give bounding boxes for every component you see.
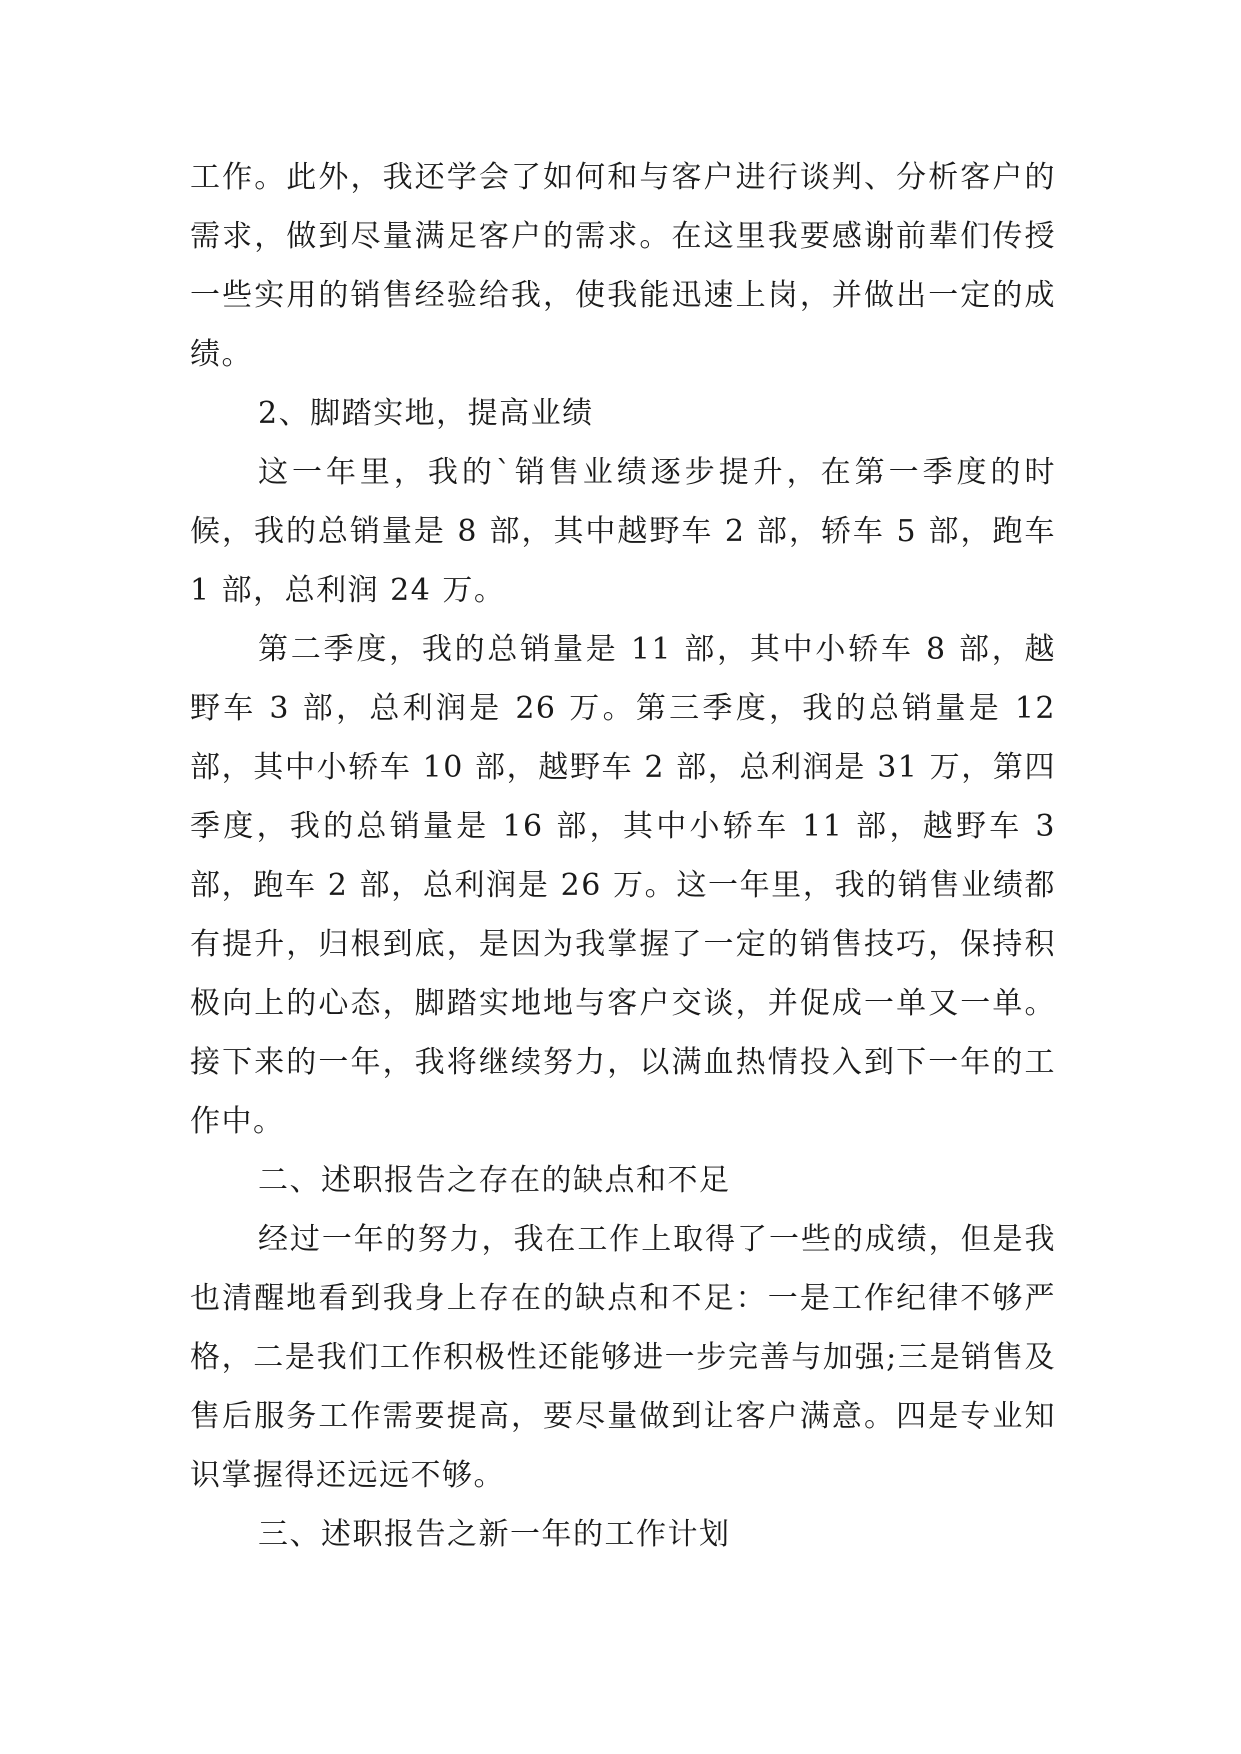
- paragraph-q2-q4-sales: 第二季度，我的总销量是 11 部，其中小轿车 8 部，越野车 3 部，总利润是 26 万。第三季度，我的总销量是 12 部，其中小轿车 10 部，越野车 2 部，总利润是 31 万，第四季度，我的总销量是 16 部，其中小轿车 11 部，越野车 3 部，跑车 2 部，总利润是 26 万。这一年里，我的销售业绩都有提升，归根到底，是因为我掌握了一定的销售技巧，保持积极向上的心态，脚踏实地地与客户交谈，并促成一单又一单。接下来的一年，我将继续努力，以满血热情投入到下一年的工作中。: [190, 632, 1056, 1139]
- paragraph-q1-sales: 这一年里，我的`销售业绩逐步提升，在第一季度的时候，我的总销量是 8 部，其中越野车 2 部，轿车 5 部，跑车 1 部，总利润 24 万。: [190, 455, 1056, 608]
- paragraph-shortcomings: 经过一年的努力，我在工作上取得了一些的成绩，但是我也清醒地看到我身上存在的缺点和不足：一是工作纪律不够严格，二是我们工作积极性还能够进一步完善与加强;三是销售及售后服务工作需要提高，要尽量做到让客户满意。四是专业知识掌握得还远远不够。: [190, 1222, 1056, 1493]
- document-page: [190, 148, 1056, 1564]
- section-heading-new-year-plan: 三、述职报告之新一年的工作计划: [258, 1517, 731, 1552]
- subheading-steady-performance: 2、脚踏实地，提高业绩: [258, 396, 594, 431]
- paragraph-continued-intro: 工作。此外，我还学会了如何和与客户进行谈判、分析客户的需求，做到尽量满足客户的需求。在这里我要感谢前辈们传授一些实用的销售经验给我，使我能迅速上岗，并做出一定的成绩。: [190, 160, 1056, 372]
- section-heading-shortcomings: 二、述职报告之存在的缺点和不足: [258, 1163, 731, 1198]
